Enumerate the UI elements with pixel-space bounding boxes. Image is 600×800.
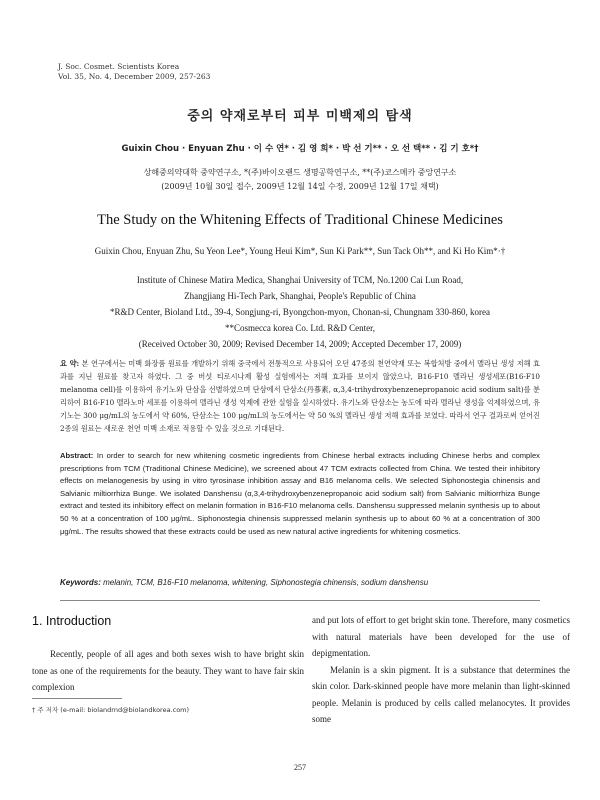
- body-paragraph: Recently, people of all ages and both sexes wish to have bright skin tone as one of the requirements for the beauty. They want to have fair skin complexion: [32, 649, 304, 692]
- received-dates: (Received October 30, 2009; Revised December 14, 2009; Accepted December 17, 2009): [138, 339, 462, 349]
- korean-dates: (2009년 10월 30일 접수, 2009년 12월 14일 수정, 2009년 12월 17일 채택): [161, 182, 439, 191]
- korean-abstract: [60, 357, 540, 435]
- affiliation-line: *R&D Center, Bioland Ltd., 39-4, Songjung-ri, Byongchon-myon, Chonan-si, Chungnam 330-860, korea: [109, 307, 491, 317]
- korean-authors: Guixin Chou · Enyuan Zhu · 이 수 연* · 김 영 희* · 박 선 기** · 오 선 택** · 김 기 호*†: [121, 144, 479, 154]
- affiliation-line: **Cosmecca korea Co. Ltd. R&D Center,: [224, 323, 376, 333]
- footnote-divider: [32, 698, 122, 699]
- footnote: † 주 저자 (e-mail: biolandrnd@biolandkorea.com): [32, 706, 190, 714]
- english-affiliation: [0, 272, 600, 352]
- english-authors: Guixin Chou, Enyuan Zhu, Su Yeon Lee*, Young Heui Kim*, Sun Ki Park**, Sun Tack Oh**, and Ki Ho Kim*·†: [94, 246, 506, 256]
- left-column: [32, 646, 304, 696]
- english-abstract: [60, 450, 540, 538]
- journal-issue: Vol. 35, No. 4, December 2009, 257-263: [58, 72, 211, 81]
- english-title: The Study on the Whitening Effects of Traditional Chinese Medicines: [97, 212, 503, 228]
- korean-affiliation-line: 상해중의약대학 중약연구소, *(주)바이오랜드 생명공학연구소, **(주)코스메카 중앙연구소: [143, 168, 457, 177]
- body-paragraph: Melanin is a skin pigment. It is a substance that determines the skin color. Dark-skinned people have more melanin than light-skinned people. Melanin is produced by cells called melanocytes. It provides some: [312, 664, 570, 724]
- keywords-label: Keywords:: [60, 578, 101, 587]
- journal-name: J. Soc. Cosmet. Scientists Korea: [58, 62, 180, 71]
- korean-title: 중의 약재로부터 피부 미백제의 탐색: [187, 109, 413, 124]
- keywords-text: melanin, TCM, B16-F10 melanoma, whitening, Siphonostegia chinensis, sodium danshensu: [103, 578, 429, 587]
- abstract-label: Abstract:: [60, 451, 94, 460]
- body-paragraph: and put lots of effort to get bright skin tone. Therefore, many cosmetics with natural materials have been developed for the use of depigmentation.: [312, 615, 570, 658]
- journal-header: [58, 62, 210, 82]
- korean-abstract-text: 본 연구에서는 미백 화장품 원료를 개발하기 위해 중국에서 전통적으로 사용되어 오던 47종의 천연약재 또는 복합처방 중에서 멜라닌 생성 저해 효과를 지닌 원료를 찾고자 하였다. 그 중 버섯 티로시나제 활성 실험에서는 저해 효과를 보이지 않았으나, B16-F10 멜라닌 생성세포(B16-F10 melanoma cell)를 이용하여 유기노와 단삼을 선별하였으며 단삼에서 단삼소(丹蔘素, α,3,4-trihydroxybenzenepropanoic acid sodium salt)를 분리하여 B16-F10 멜라노마 세포를 이용하여 멜라닌 생성 억제에 관한 실험을 실시하였다. 유기노와 단삼소는 농도에 따라 멜라닌 생성을 억제하였으며, 유기노는 300 μg/mL의 농도에서 약 60%, 단삼소는 100 μg/mL의 농도에서는 약 50 %의 멜라닌 생성 저해 효과를 보였다. 따라서 연구 결과로써 얻어진 2종의 원료는 새로운 천연 미백 소재로 적용할 수 있을 것으로 기대된다.: [60, 359, 541, 433]
- korean-affiliation: [0, 166, 600, 194]
- page-number: 257: [294, 763, 306, 772]
- korean-abstract-label: 요 약:: [60, 359, 80, 368]
- abstract-divider: [60, 600, 540, 601]
- keywords: [60, 578, 540, 587]
- abstract-text: In order to search for new whitening cosmetic ingredients from Chinese herbal extracts including Chinese herbs and complex prescriptions from TCM (Traditional Chinese Medicine), we screened about 47 TCM extracts collected from China. We tested their inhibitory effects on melanogenesis by using in vitro tyrosinase inhibition assay and B16 melanoma cells. We selected Siphonostegia chinensis and Salvianic miltiorrhiza Bunge. We isolated Danshensu (α,3,4-trihydroxybenzenepropanoic acid sodium salt) from Salvianic miltiorrhiza Bunge extract and tested its inhibitory effect on melanin formation in B16-F10 melanoma cells. Danshensu suppressed melanin synthesis up to about 50 % at a concentration of 100 μg/mL. Siphonostegia chinensis suppressed melanin synthesis up to about 60 % at a concentration of 300 μg/mL. The results showed that these extracts could be used as new natural active ingredients for whitening cosmetics.: [60, 451, 540, 536]
- affiliation-line: Institute of Chinese Matira Medica, Shanghai University of TCM, No.1200 Cai Lun Road,: [136, 275, 464, 285]
- affiliation-line: Zhangjiang Hi-Tech Park, Shanghai, People's Republic of China: [184, 291, 416, 301]
- right-column: [312, 612, 570, 728]
- section-heading: 1. Introduction: [32, 614, 112, 628]
